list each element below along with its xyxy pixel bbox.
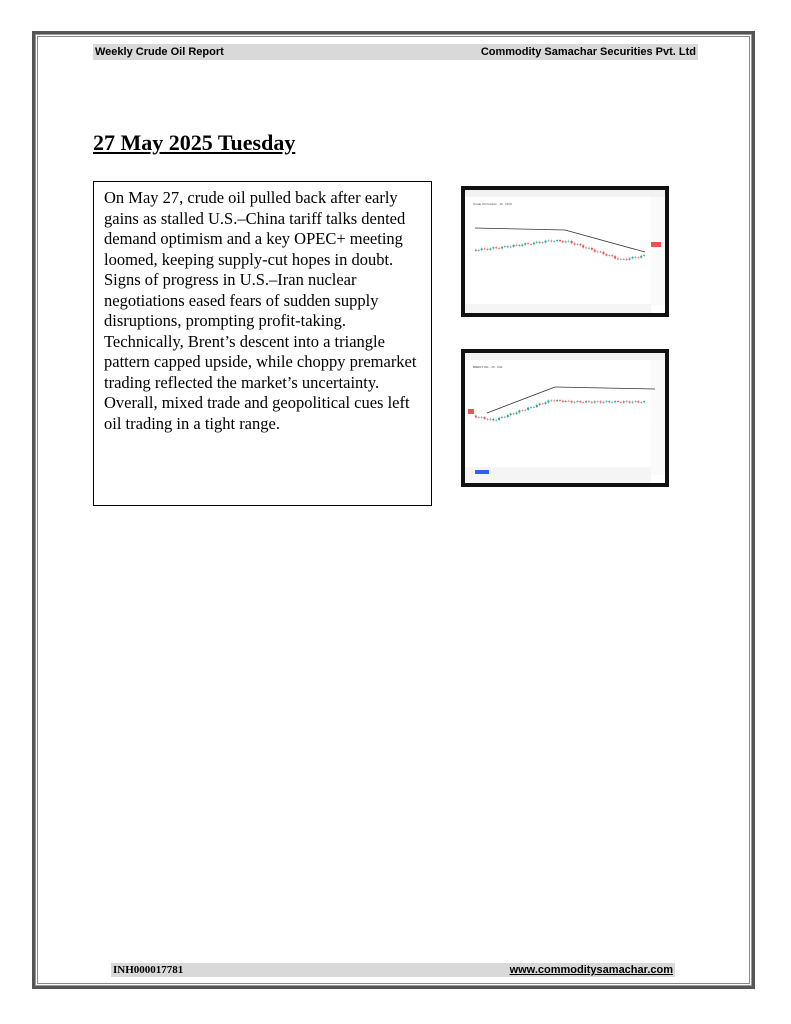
candle-body (643, 255, 645, 256)
candle-body (640, 402, 642, 403)
candle-body (591, 402, 593, 403)
candle-body (626, 401, 628, 402)
time-axis (465, 467, 651, 483)
candle-body (521, 410, 523, 411)
candle-body (588, 248, 590, 249)
candle-body (603, 402, 605, 403)
candle-body (588, 401, 590, 402)
candle-body (574, 402, 576, 403)
candle-body (617, 259, 619, 260)
candle-body (498, 248, 500, 249)
candle-body (536, 405, 538, 407)
candle-body (524, 410, 526, 411)
candle-body (617, 401, 619, 402)
candle-body (637, 401, 639, 402)
candle-body (527, 408, 529, 410)
candle-body (481, 249, 483, 251)
candle-body (495, 247, 497, 248)
price-axis (651, 197, 665, 305)
candle-body (643, 401, 645, 402)
candle-body (498, 418, 500, 420)
candle-body (605, 401, 607, 402)
candle-body (576, 401, 578, 402)
candle-body (478, 250, 480, 251)
candle-body (562, 241, 564, 242)
crude-oil-chart-svg (465, 190, 665, 313)
candle-body (524, 243, 526, 244)
candle-body (608, 401, 610, 402)
trendline (487, 387, 555, 413)
candle-body (492, 419, 494, 420)
candle-body (513, 245, 515, 247)
candle-body (516, 413, 518, 414)
candle-body (634, 401, 636, 402)
candle-body (521, 245, 523, 246)
candle-body (614, 256, 616, 258)
candle-body (510, 414, 512, 416)
candle-body (518, 410, 520, 412)
candle-body (550, 241, 552, 242)
candle-body (492, 247, 494, 248)
candle-body (530, 244, 532, 245)
candle-body (574, 243, 576, 244)
candle-body (559, 240, 561, 241)
candle-body (562, 401, 564, 402)
candle-body (597, 401, 599, 402)
candle-body (527, 243, 529, 244)
price-axis (651, 360, 665, 475)
candle-body (568, 241, 570, 242)
candle-body (475, 250, 477, 251)
candle-body (591, 248, 593, 250)
candle-body (571, 401, 573, 402)
candle-body (481, 417, 483, 418)
candle-body (620, 402, 622, 403)
candle-body (495, 420, 497, 421)
website-link[interactable]: www.commoditysamachar.com (509, 964, 673, 976)
candle-body (545, 402, 547, 403)
candle-body (626, 259, 628, 260)
candle-body (510, 247, 512, 248)
candle-body (478, 417, 480, 418)
candle-body (579, 244, 581, 245)
candle-body (565, 241, 567, 242)
date-badge (475, 470, 489, 474)
candle-body (585, 248, 587, 249)
candle-body (504, 246, 506, 247)
candle-body (553, 241, 555, 242)
last-price-badge (468, 409, 474, 414)
candle-body (539, 404, 541, 405)
chart-toolbar (465, 190, 665, 197)
candle-body (513, 414, 515, 415)
candle-body (484, 417, 486, 419)
candle-body (489, 248, 491, 249)
candle-body (632, 257, 634, 258)
candle-body (611, 255, 613, 256)
chart-symbol-label: BRENT OIL · 15 · ICE (473, 365, 503, 369)
header-bar (93, 44, 698, 60)
brent-oil-chart-svg (465, 353, 665, 483)
candle-body (533, 407, 535, 408)
candle-body (547, 400, 549, 402)
trendline (555, 387, 655, 389)
candle-body (603, 252, 605, 254)
candle-body (487, 249, 489, 250)
candle-body (504, 417, 506, 418)
candle-body (594, 250, 596, 252)
candle-body (623, 401, 625, 402)
trendline (475, 228, 565, 230)
candle-body (507, 415, 509, 417)
candle-body (533, 243, 535, 245)
candles (475, 239, 645, 261)
candle-body (571, 241, 573, 243)
time-axis (465, 304, 651, 313)
candle-body (637, 258, 639, 259)
candle-body (600, 401, 602, 402)
candle-body (576, 244, 578, 245)
candle-body (547, 241, 549, 242)
last-price-badge (651, 242, 661, 247)
candle-body (539, 242, 541, 243)
chart-symbol-label: Crude Oil Futures · 1h · NCD (473, 202, 512, 206)
chart-toolbar (465, 353, 665, 360)
candle-body (594, 401, 596, 402)
page-inner-border (37, 36, 750, 984)
commentary-box (93, 181, 432, 506)
candle-body (620, 259, 622, 260)
company-name: Commodity Samachar Securities Pvt. Ltd (480, 46, 696, 58)
footer-bar (111, 963, 675, 977)
candle-body (542, 404, 544, 405)
candle-body (579, 401, 581, 402)
candle-body (629, 258, 631, 259)
candle-body (501, 417, 503, 418)
candle-body (556, 240, 558, 241)
candle-body (542, 242, 544, 243)
crude-oil-chart-screenshot (461, 186, 669, 317)
candle-body (553, 401, 555, 402)
candle-body (623, 259, 625, 260)
candle-body (516, 245, 518, 246)
candle-body (507, 246, 509, 247)
candle-body (632, 402, 634, 403)
page-title: 27 May 2025 Tuesday (93, 130, 296, 155)
report-name: Weekly Crude Oil Report (95, 46, 224, 58)
candle-body (475, 416, 477, 418)
candle-body (614, 401, 616, 402)
trendline (565, 230, 645, 252)
candle-body (489, 419, 491, 420)
candle-body (484, 249, 486, 250)
candle-body (582, 402, 584, 403)
candles (475, 399, 645, 422)
candle-body (559, 400, 561, 401)
candle-body (568, 401, 570, 402)
candle-body (629, 402, 631, 403)
candle-body (518, 245, 520, 246)
candle-body (550, 400, 552, 401)
candle-body (585, 401, 587, 402)
candle-body (556, 400, 558, 401)
candle-body (582, 245, 584, 247)
candle-body (640, 256, 642, 258)
registration-number: INH000017781 (113, 964, 184, 976)
candle-body (634, 257, 636, 258)
candle-body (600, 252, 602, 253)
candle-body (487, 419, 489, 420)
candle-body (545, 241, 547, 243)
candle-body (530, 407, 532, 408)
candle-body (605, 254, 607, 255)
commentary-text: On May 27, crude oil pulled back after early gains as stalled U.S.–China tariff talks dented demand optimism and a key OPEC+ meeting loomed, keeping supply-cut hopes in doubt. Signs of progress in U.S.–Iran nuclear negotiations eased fears of sudden supply disruptions, prompting profit-taking. Technically, Brent’s descent into a triangle pattern capped upside, while choppy premarket trading reflected the market’s uncertainty. Overall, mixed trade and geopolitical cues left oil trading in a tight range. (104, 188, 417, 433)
candle-body (611, 402, 613, 403)
candle-body (536, 242, 538, 243)
brent-oil-chart-screenshot (461, 349, 669, 487)
candle-body (597, 252, 599, 253)
candle-body (608, 255, 610, 256)
candle-body (565, 401, 567, 402)
candle-body (501, 247, 503, 249)
